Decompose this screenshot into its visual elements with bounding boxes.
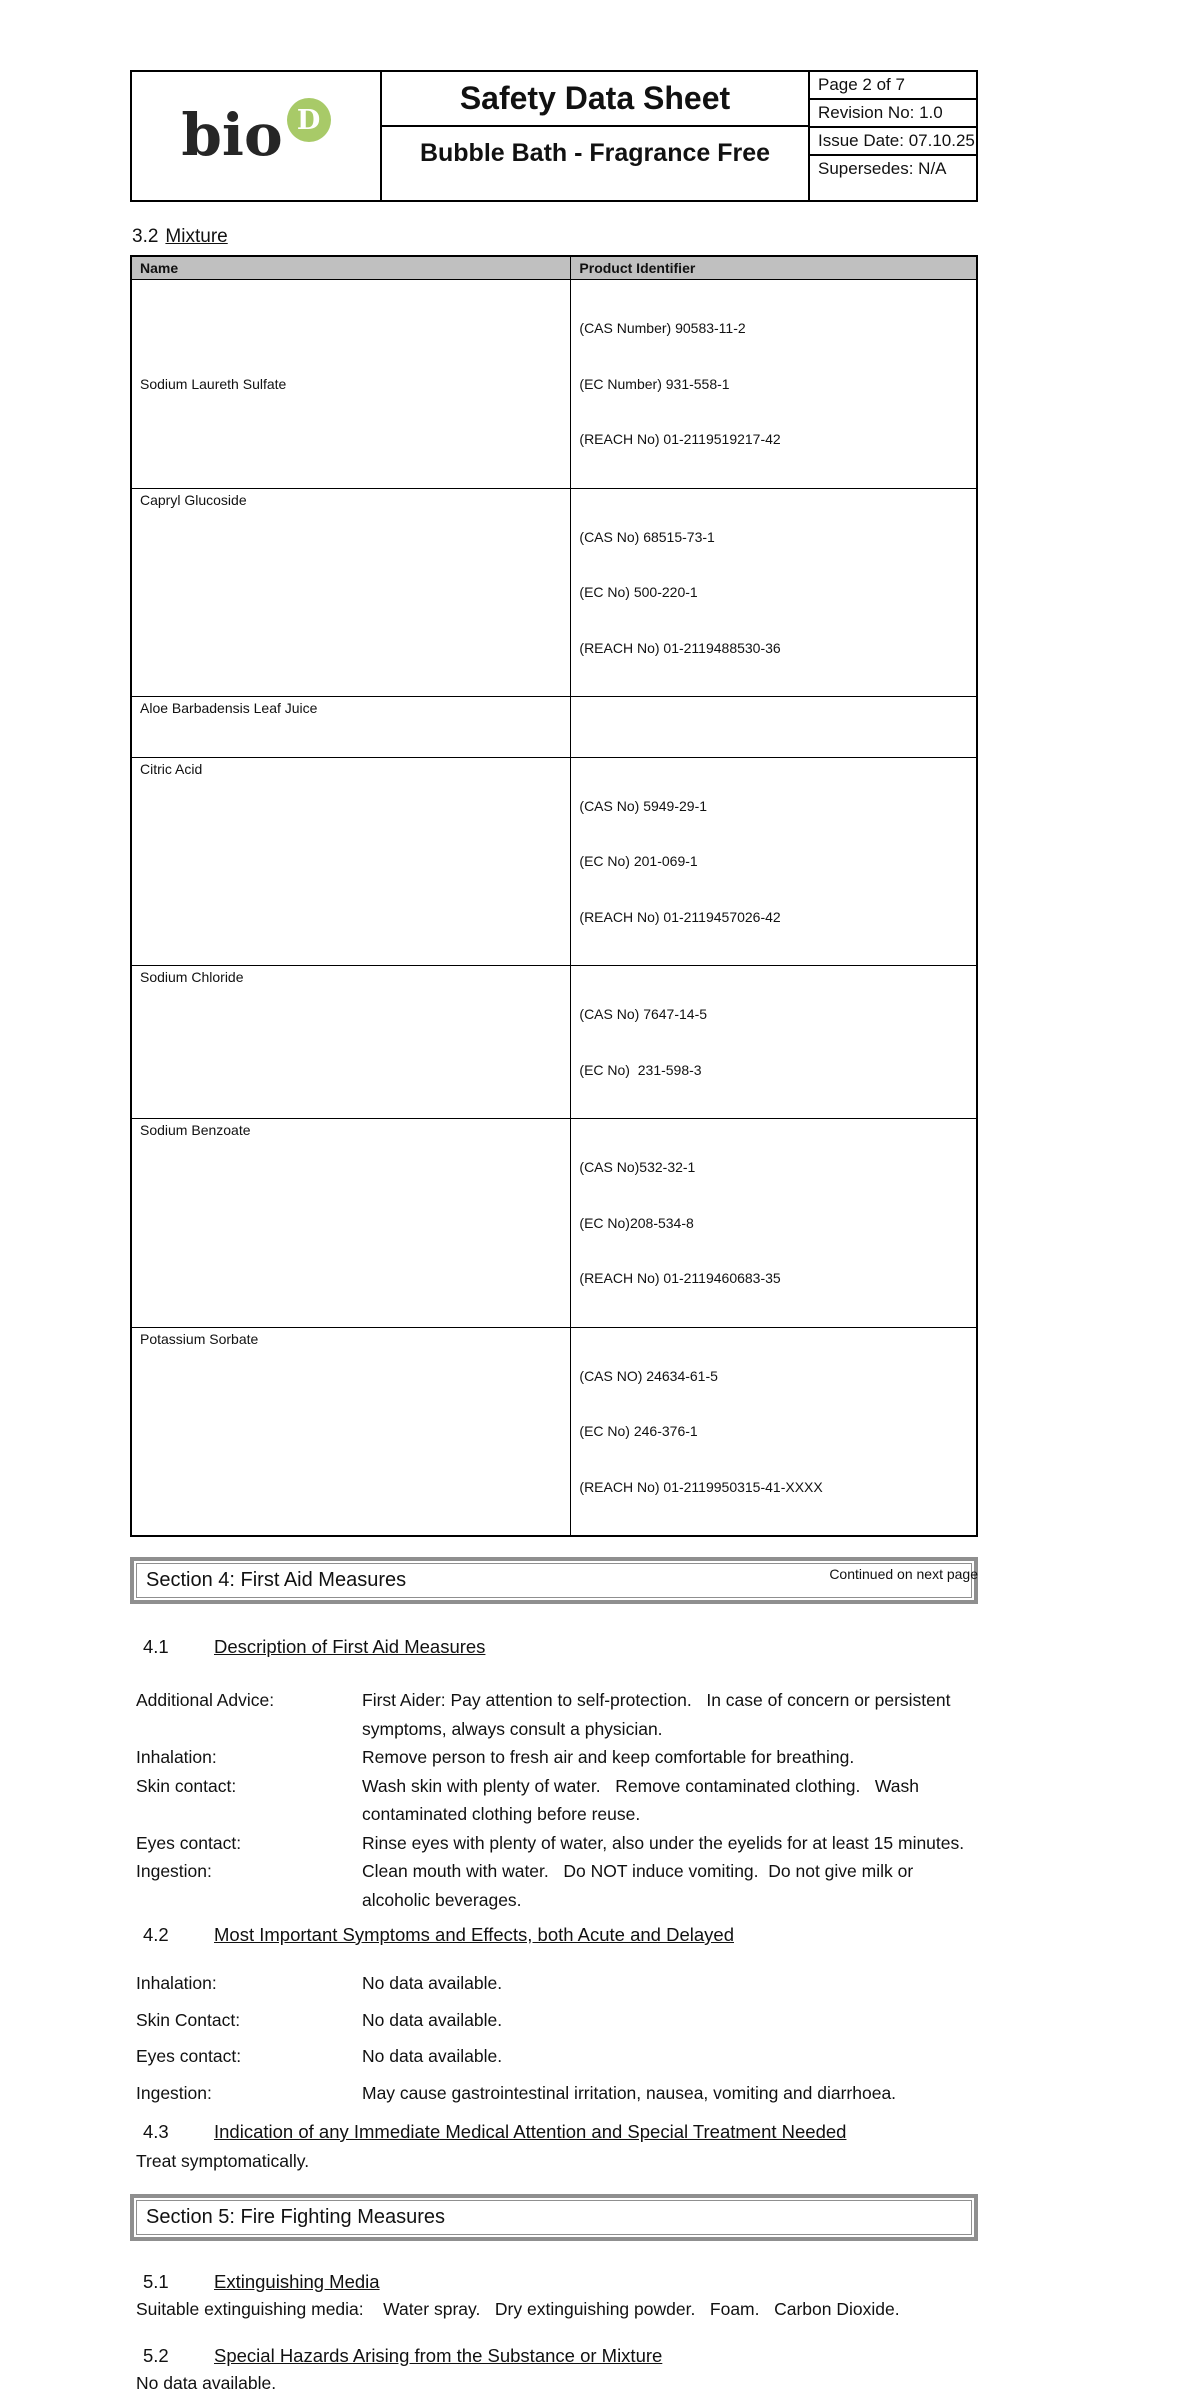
ingredient-identifiers xyxy=(571,280,977,489)
continued-note: Continued on next page xyxy=(829,1566,978,1582)
heading-5-1-number: 5.1 xyxy=(143,2270,169,2292)
heading-4-2-number: 4.2 xyxy=(143,1924,169,1945)
ingredient-name: Sodium Laureth Sulfate xyxy=(131,280,571,489)
heading-4-1-number: 4.1 xyxy=(143,1636,169,1657)
ingredient-identifiers xyxy=(571,1327,977,1536)
identifier-line: (CAS NO) 24634-61-5 xyxy=(579,1367,718,1384)
treatment-text: Treat symptomatically. xyxy=(136,2151,310,2171)
item-value: First Aider: Pay attention to self-protection. In case of concern or persistent symptoms, always consult a physician. xyxy=(362,1690,956,1739)
table-row xyxy=(131,280,977,489)
item-label: Ingestion: xyxy=(136,1861,212,1881)
page-number: Page 2 of 7 xyxy=(810,72,976,100)
identifier-line: (EC No) 500-220-1 xyxy=(579,584,698,600)
logo-cell xyxy=(132,72,380,200)
section5-banner xyxy=(130,2194,978,2241)
page-content xyxy=(130,0,978,2398)
ingredient-identifiers xyxy=(571,1119,977,1328)
item-label: Additional Advice: xyxy=(136,1690,275,1710)
table-row xyxy=(131,757,977,966)
item-value: Remove person to fresh air and keep comfortable for breathing. xyxy=(362,1747,855,1767)
column-header-name: Name xyxy=(131,256,571,280)
list-item xyxy=(130,2006,978,2035)
heading-5-2 xyxy=(130,2345,978,2367)
list-item xyxy=(130,1969,978,1998)
identifier-line: (CAS No) 5949-29-1 xyxy=(579,797,708,814)
heading-4-1 xyxy=(130,1636,978,1658)
item-value: No data available. xyxy=(362,2046,503,2066)
meta-cell xyxy=(810,72,976,200)
item-value: Clean mouth with water. Do NOT induce vomiting. Do not give milk or alcoholic beverages. xyxy=(362,1861,919,1910)
table-header-row xyxy=(131,256,977,280)
product-name: Bubble Bath - Fragrance Free xyxy=(419,139,771,167)
item-value: May cause gastrointestinal irritation, nausea, vomiting and diarrhoea. xyxy=(362,2082,897,2103)
identifier-line: (CAS No)532-32-1 xyxy=(579,1159,696,1175)
heading-5-1 xyxy=(130,2271,978,2293)
document-title: Safety Data Sheet xyxy=(382,72,808,127)
identifier-line: (CAS Number) 90583-11-2 xyxy=(579,320,746,336)
identifier-line: (EC No) 201-069-1 xyxy=(579,853,698,869)
table-row xyxy=(131,1327,977,1536)
logo-d-badge-icon: D xyxy=(287,98,331,142)
column-header-product-identifier: Product Identifier xyxy=(571,256,977,280)
item-label: Skin contact: xyxy=(136,1775,237,1796)
ingredient-identifiers xyxy=(571,697,977,758)
ingredient-name: Sodium Benzoate xyxy=(131,1119,571,1328)
mixture-heading-number: 3.2 xyxy=(132,226,159,247)
identifier-line: (CAS No) 68515-73-1 xyxy=(579,528,715,545)
heading-5-1-title: Extinguishing Media xyxy=(214,2270,380,2292)
heading-4-2-title: Most Important Symptoms and Effects, both Acute and Delayed xyxy=(214,1924,734,1945)
heading-4-3-title: Indication of any Immediate Medical Attention and Special Treatment Needed xyxy=(214,2121,847,2142)
first-aid-measures-list xyxy=(130,1686,978,1914)
ingredient-identifiers xyxy=(571,488,977,697)
revision-number: Revision No: 1.0 xyxy=(810,100,976,128)
list-item xyxy=(130,1857,978,1914)
logo-wordmark: bio xyxy=(181,101,283,170)
identifier-line: (REACH No) 01-2119519217-42 xyxy=(579,431,781,447)
item-value: Wash skin with plenty of water. Remove contaminated clothing. Wash contaminated clothing before reuse. xyxy=(362,1775,924,1824)
item-value: Rinse eyes with plenty of water, also under the eyelids for at least 15 minutes. xyxy=(362,1832,965,1853)
ingredient-name: Capryl Glucoside xyxy=(131,488,571,697)
title-cell xyxy=(380,72,810,200)
ingredient-identifiers xyxy=(571,966,977,1119)
item-label: Eyes contact: xyxy=(136,1832,242,1853)
identifier-line: (REACH No) 01-2119950315-41-XXXX xyxy=(579,1478,823,1495)
heading-4-1-title: Description of First Aid Measures xyxy=(214,1636,486,1657)
supersedes: Supersedes: N/A xyxy=(818,159,947,178)
ingredient-identifiers xyxy=(571,757,977,966)
table-row xyxy=(131,697,977,758)
ingredient-name: Sodium Chloride xyxy=(131,966,571,1119)
symptoms-effects-list xyxy=(130,1969,978,2107)
table-row xyxy=(131,966,977,1119)
list-item xyxy=(130,1686,978,1743)
heading-4-3 xyxy=(130,2121,978,2143)
item-label: Ingestion: xyxy=(136,2082,212,2103)
identifier-line: (EC No)208-534-8 xyxy=(579,1214,694,1231)
item-value: No data available. xyxy=(362,2009,503,2030)
item-label: Eyes contact: xyxy=(136,2046,242,2066)
identifier-line: (EC Number) 931-558-1 xyxy=(579,375,730,392)
ingredient-name: Citric Acid xyxy=(131,757,571,966)
list-item xyxy=(130,1743,978,1772)
identifier-line: (REACH No) 01-2119457026-42 xyxy=(579,908,781,925)
identifier-line: (REACH No) 01-2119488530-36 xyxy=(579,639,781,656)
identifier-line: (EC No) 231-598-3 xyxy=(579,1061,702,1078)
ingredient-name: Aloe Barbadensis Leaf Juice xyxy=(131,697,571,758)
table-row xyxy=(131,488,977,697)
mixture-table xyxy=(130,255,978,1537)
item-label: Inhalation: xyxy=(136,1973,217,1993)
list-item xyxy=(130,2042,978,2071)
issue-date: Issue Date: 07.10.25 xyxy=(810,128,976,156)
item-value: No data available. xyxy=(362,1973,503,1993)
list-item xyxy=(130,2079,978,2108)
list-item xyxy=(130,1772,978,1829)
document-header xyxy=(130,70,978,202)
extinguishing-media-text: Suitable extinguishing media: Water spray. Dry extinguishing powder. Foam. Carbon Dioxide. xyxy=(136,2298,900,2319)
mixture-heading-title: Mixture xyxy=(165,226,228,247)
heading-4-3-number: 4.3 xyxy=(143,2121,169,2142)
biod-logo xyxy=(181,101,330,170)
heading-5-2-title: Special Hazards Arising from the Substance or Mixture xyxy=(214,2345,663,2366)
identifier-line: (EC No) 246-376-1 xyxy=(579,1423,698,1439)
identifier-line: (REACH No) 01-2119460683-35 xyxy=(579,1270,781,1286)
identifier-line: (CAS No) 7647-14-5 xyxy=(579,1006,708,1022)
heading-4-2 xyxy=(130,1924,978,1946)
special-hazards-text: No data available. xyxy=(136,2373,277,2393)
item-label: Inhalation: xyxy=(136,1747,217,1767)
section5-banner-title: Section 5: Fire Fighting Measures xyxy=(136,2200,972,2235)
item-label: Skin Contact: xyxy=(136,2009,241,2030)
list-item xyxy=(130,1829,978,1858)
section4-banner-title: Section 4: First Aid Measures xyxy=(136,1563,972,1598)
heading-5-2-number: 5.2 xyxy=(143,2345,169,2366)
table-row xyxy=(131,1119,977,1328)
mixture-heading xyxy=(132,226,978,248)
ingredient-name: Potassium Sorbate xyxy=(131,1327,571,1536)
